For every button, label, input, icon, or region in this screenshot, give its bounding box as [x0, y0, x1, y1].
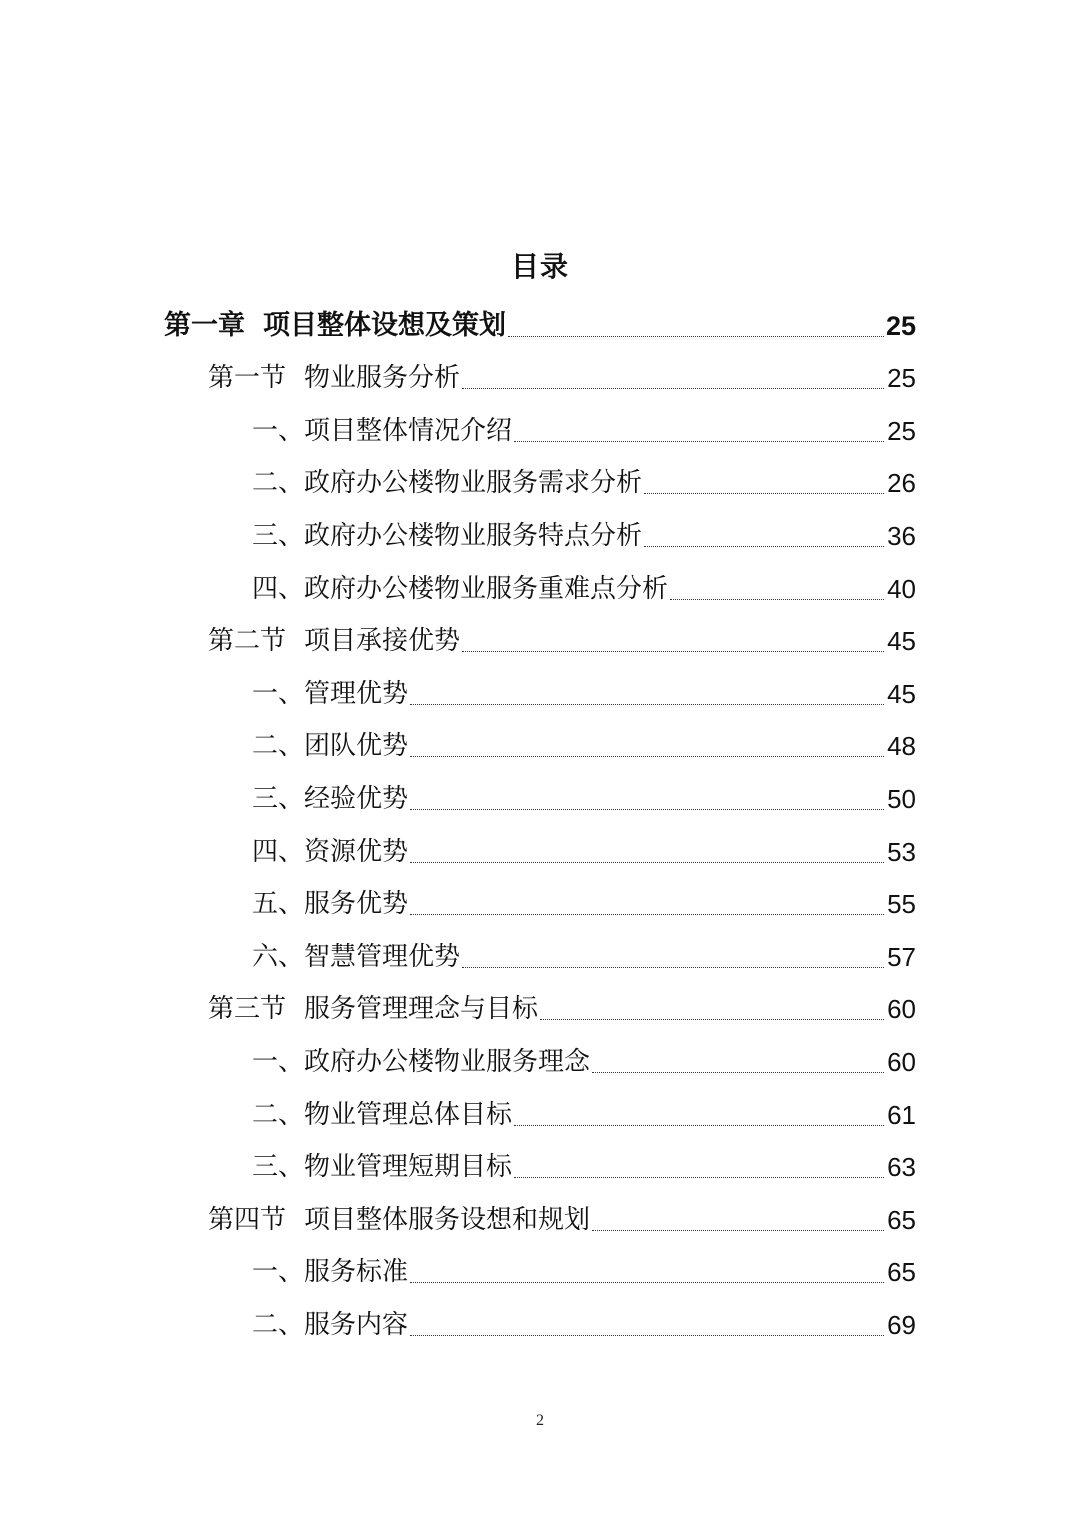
toc-entry-page: 36: [887, 520, 916, 551]
toc-entry[interactable]: [0, 982, 1080, 1035]
toc-entry-text: 项目承接优势: [304, 626, 461, 657]
toc-dot-leader: [410, 861, 884, 863]
toc-entry-page: 61: [887, 1099, 916, 1130]
toc-entry-page: 65: [887, 1257, 916, 1288]
toc-entry-number: 三、: [252, 783, 305, 814]
toc-entry[interactable]: [0, 877, 1080, 930]
toc-entry-page: 55: [887, 889, 916, 920]
toc-entry-page: 25: [885, 310, 916, 341]
toc-entry-text: 管理优势: [304, 678, 409, 709]
toc-entry[interactable]: [0, 403, 1080, 456]
toc-entry-page: 45: [887, 626, 916, 657]
toc-dot-leader: [410, 755, 884, 757]
toc-entry-number: 二、: [252, 731, 305, 762]
toc-dot-leader: [410, 1281, 884, 1283]
toc-entry-label: [252, 731, 408, 761]
toc-dot-leader: [514, 1124, 884, 1126]
toc-dot-leader: [644, 492, 884, 494]
toc-entry[interactable]: [0, 456, 1080, 509]
toc-entry-number: 四、: [252, 573, 305, 604]
toc-dot-leader: [462, 966, 884, 968]
toc-entry-page: 65: [887, 1204, 916, 1235]
toc-entry-label: [252, 784, 408, 814]
toc-entry[interactable]: [0, 666, 1080, 719]
toc-entry-text: 项目整体设想及策划: [263, 309, 506, 341]
toc-entry-text: 团队优势: [304, 731, 409, 762]
toc-entry-number: 第三节: [208, 994, 287, 1025]
toc-entry-text: 政府办公楼物业服务理念: [304, 1046, 591, 1077]
page-number: 2: [536, 1412, 544, 1429]
toc-entry-label: [208, 626, 460, 656]
toc-entry[interactable]: [0, 771, 1080, 824]
toc-entry[interactable]: [0, 1297, 1080, 1350]
toc-entry-label: [252, 1152, 512, 1182]
toc-dot-leader: [410, 703, 884, 705]
toc-entry-page: 25: [887, 363, 916, 394]
toc-entry-page: 57: [887, 941, 916, 972]
toc-dot-leader: [410, 808, 884, 810]
toc-entry-text: 项目整体服务设想和规划: [304, 1204, 591, 1235]
toc-entry[interactable]: [0, 1192, 1080, 1245]
toc-entry-text: 智慧管理优势: [304, 941, 461, 972]
toc-entry-number: 第二节: [208, 626, 287, 657]
toc-entry[interactable]: [0, 1245, 1080, 1298]
toc-entry-number: 一、: [252, 1257, 305, 1288]
toc-entry-number: 二、: [252, 1309, 305, 1340]
toc-entry-number: 一、: [252, 1046, 305, 1077]
toc-entry[interactable]: [0, 1087, 1080, 1140]
toc-entry-label: [252, 942, 460, 972]
toc-entry-text: 服务优势: [304, 889, 409, 920]
toc-dot-leader: [462, 650, 884, 652]
toc-entry-label: [252, 1257, 408, 1287]
toc-entry[interactable]: [0, 508, 1080, 561]
toc-entry-text: 物业管理短期目标: [304, 1152, 513, 1183]
toc-dot-leader: [508, 335, 884, 337]
toc-entry-number: 四、: [252, 836, 305, 867]
toc-entry[interactable]: [0, 1140, 1080, 1193]
toc-entry[interactable]: [0, 614, 1080, 667]
toc-entry[interactable]: [0, 561, 1080, 614]
toc-entry[interactable]: [0, 824, 1080, 877]
toc-entry-label: [252, 679, 408, 709]
table-of-contents: [0, 298, 1080, 1350]
toc-entry-text: 资源优势: [304, 836, 409, 867]
toc-entry-text: 物业管理总体目标: [304, 1099, 513, 1130]
toc-entry-page: 53: [887, 836, 916, 867]
toc-entry-number: 六、: [252, 941, 305, 972]
toc-dot-leader: [540, 1018, 884, 1020]
toc-entry-number: 三、: [252, 1152, 305, 1183]
toc-entry-page: 40: [887, 573, 916, 604]
toc-entry-text: 政府办公楼物业服务需求分析: [304, 468, 643, 499]
toc-entry[interactable]: [0, 1034, 1080, 1087]
toc-entry-number: 第四节: [208, 1204, 287, 1235]
toc-entry-number: 五、: [252, 889, 305, 920]
toc-entry-page: 50: [887, 783, 916, 814]
toc-dot-leader: [670, 598, 884, 600]
toc-dot-leader: [592, 1071, 884, 1073]
toc-entry-number: 三、: [252, 520, 305, 551]
toc-entry-text: 服务标准: [304, 1257, 409, 1288]
toc-title: 目录: [510, 250, 569, 283]
toc-entry-text: 服务内容: [304, 1309, 409, 1340]
toc-entry-text: 项目整体情况介绍: [304, 415, 513, 446]
toc-entry-number: 一、: [252, 415, 305, 446]
toc-entry-text: 政府办公楼物业服务特点分析: [304, 520, 643, 551]
toc-entry-page: 63: [887, 1152, 916, 1183]
toc-entry-label: [252, 837, 408, 867]
toc-entry-label: [208, 1205, 590, 1235]
toc-entry-label: [252, 1310, 408, 1340]
toc-entry-label: [252, 468, 642, 498]
toc-entry-text: 服务管理理念与目标: [304, 994, 539, 1025]
toc-dot-leader: [592, 1229, 884, 1231]
toc-dot-leader: [514, 440, 884, 442]
toc-entry[interactable]: [0, 351, 1080, 404]
toc-entry[interactable]: [0, 298, 1080, 351]
toc-entry-label: [252, 574, 668, 604]
toc-entry-label: [252, 1100, 512, 1130]
toc-entry-text: 经验优势: [304, 783, 409, 814]
toc-entry-label: [208, 994, 538, 1024]
toc-entry-text: 政府办公楼物业服务重难点分析: [304, 573, 669, 604]
toc-entry-label: [208, 363, 460, 393]
toc-entry-page: 60: [887, 1046, 916, 1077]
toc-entry-page: 26: [887, 468, 916, 499]
toc-entry-label: [164, 311, 506, 341]
toc-entry-number: 二、: [252, 1099, 305, 1130]
toc-dot-leader: [410, 1334, 884, 1336]
toc-entry-label: [252, 1047, 590, 1077]
toc-dot-leader: [462, 387, 884, 389]
toc-entry[interactable]: [0, 929, 1080, 982]
toc-entry[interactable]: [0, 719, 1080, 772]
toc-entry-label: [252, 521, 642, 551]
toc-dot-leader: [514, 1176, 884, 1178]
toc-entry-page: 25: [887, 415, 916, 446]
toc-entry-text: 物业服务分析: [304, 363, 461, 394]
toc-dot-leader: [644, 545, 884, 547]
toc-entry-number: 一、: [252, 678, 305, 709]
toc-entry-number: 二、: [252, 468, 305, 499]
toc-dot-leader: [410, 913, 884, 915]
toc-entry-label: [252, 416, 512, 446]
toc-entry-page: 69: [887, 1309, 916, 1340]
toc-entry-page: 48: [887, 731, 916, 762]
toc-entry-page: 45: [887, 678, 916, 709]
toc-entry-page: 60: [887, 994, 916, 1025]
toc-entry-label: [252, 889, 408, 919]
toc-entry-number: 第一章: [164, 309, 245, 341]
toc-entry-number: 第一节: [208, 363, 287, 394]
